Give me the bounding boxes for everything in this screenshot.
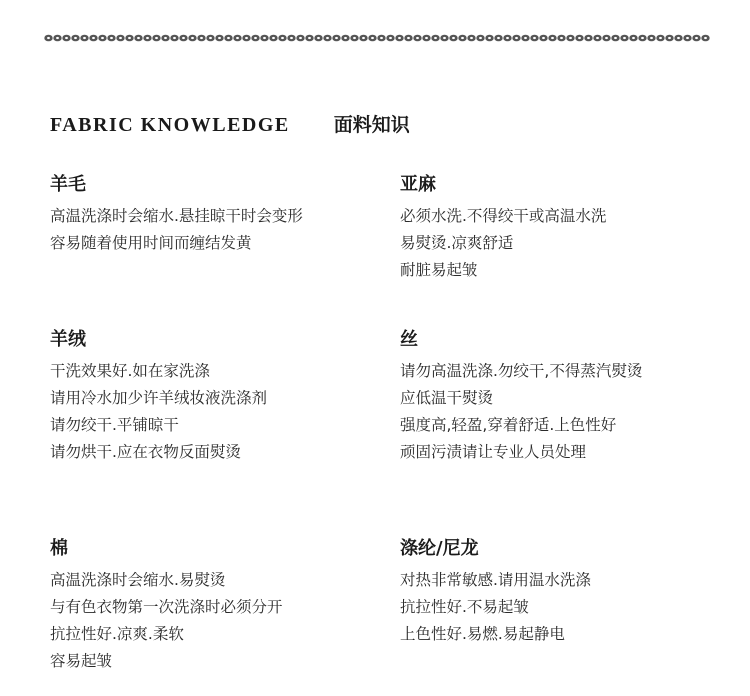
section-line: 请勿绞干.平铺晾干 [50,416,179,434]
section-line: 顽固污渍请让专业人员处理 [400,443,587,461]
section-line: 必须水洗.不得绞干或高温水洗 [400,207,607,225]
section-line: 请用冷水加少许羊绒妆液洗涤剂 [50,389,268,407]
section-line: 对热非常敏感.请用温水洗涤 [400,571,591,589]
section-title: 羊绒 [50,329,86,350]
section-line: 上色性好.易燃.易起静电 [400,625,565,643]
heading-english: FABRIC KNOWLEDGE [50,114,290,136]
section-line: 抗拉性好.凉爽.柔软 [50,625,184,643]
section-line: 请勿高温洗涤.勿绞干,不得蒸汽熨烫 [400,362,643,380]
section-silk [400,328,720,466]
section-line: 耐脏易起皱 [400,261,478,279]
section-line: 高温洗涤时会缩水.易熨烫 [50,571,226,589]
section-line: 与有色衣物第一次洗涤时必须分开 [50,598,283,616]
section-title: 丝 [400,329,418,350]
section-line: 高温洗涤时会缩水.悬挂晾干时会变形 [50,207,303,225]
section-linen [400,173,720,284]
section-line: 抗拉性好.不易起皱 [400,598,529,616]
section-line: 请勿烘干.应在衣物反面熨烫 [50,443,241,461]
heading-chinese: 面料知识 [333,114,410,136]
section-line: 容易起皱 [50,652,113,670]
page-heading [50,110,410,137]
decorative-chain-border [44,33,710,43]
chain-border-pattern [44,33,710,43]
section-polyester-nylon [400,537,720,648]
section-line: 应低温干熨烫 [400,389,494,407]
section-cotton [50,537,370,675]
section-title: 涤纶/尼龙 [400,538,479,559]
section-title: 亚麻 [400,174,436,195]
section-line: 干洗效果好.如在家洗涤 [50,362,210,380]
section-line: 强度高,轻盈,穿着舒适.上色性好 [400,416,617,434]
section-line: 容易随着使用时间而缠结发黄 [50,234,252,252]
section-title: 羊毛 [50,174,86,195]
section-title: 棉 [50,538,68,559]
section-line: 易熨烫.凉爽舒适 [400,234,514,252]
section-wool [50,173,370,257]
section-cashmere [50,328,370,466]
